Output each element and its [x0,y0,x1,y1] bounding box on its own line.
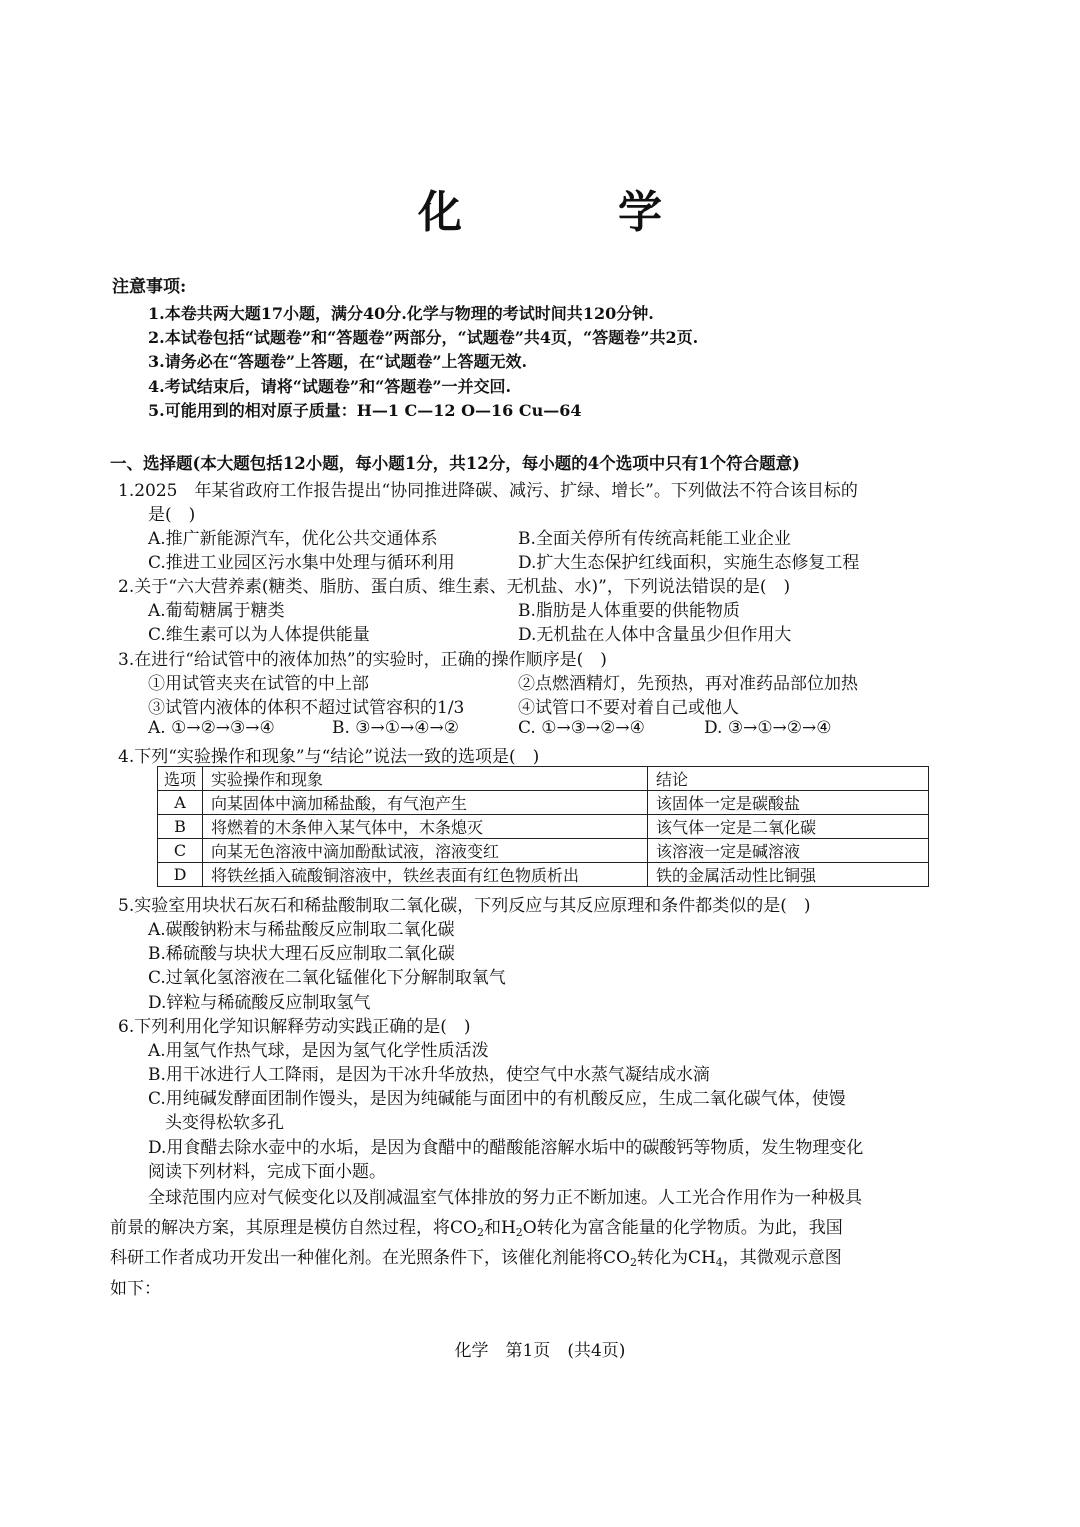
option-a: A.葡萄糖属于糖类 [148,601,285,621]
table-header-row [158,767,929,791]
notice-item: 2.本试卷包括“试题卷”和“答题卷”两部分，“试题卷”共4页，“答题卷”共2页. [148,328,699,347]
table-cell: B [158,815,203,839]
table-row [158,815,929,839]
option-b: B.稀硫酸与块状大理石反应制取二氧化碳 [148,944,455,964]
table-row [158,839,929,863]
table-cell: 该固体一定是碳酸盐 [648,791,929,815]
page-title: 化 学 [418,187,718,238]
table-header: 实验操作和现象 [203,767,648,791]
table-cell: D [158,863,203,887]
table-cell: 该气体一定是二氧化碳 [648,815,929,839]
option-a: A. ①→②→③→④ [148,718,275,738]
reading-intro: 阅读下列材料，完成下面小题。 [148,1162,386,1182]
section-heading: 一、选择题(本大题包括12小题，每小题1分，共12分，每小题的4个选项中只有1个符合题意) [110,454,800,473]
option-b: B. ③→①→④→② [332,718,459,738]
table-cell: 将燃着的木条伸入某气体中，木条熄灭 [203,815,648,839]
option-d: D. ③→①→②→④ [704,718,832,738]
page-footer: 化学 第1页 (共4页) [454,1341,626,1361]
option-c: C.维生素可以为人体提供能量 [148,625,370,645]
option-b: B.全面关停所有传统高耗能工业企业 [518,529,791,549]
question-stem: 5.实验室用块状石灰石和稀盐酸制取二氧化碳，下列反应与其反应原理和条件都类似的是( ) [118,896,811,916]
reading-paragraph: 前景的解决方案，其原理是模仿自然过程，将$CO_2$和$H_2O$转化为富含能量的化学物质。为此，我国 [110,1218,843,1239]
table-cell: C [158,839,203,863]
table-row [158,791,929,815]
option-a: A.推广新能源汽车，优化公共交通体系 [148,529,438,549]
results-table [157,766,929,887]
option-c: C.过氧化氢溶液在二氧化锰催化下分解制取氧气 [148,968,506,988]
option-a: A.用氢气作热气球，是因为氢气化学性质活泼 [148,1041,489,1061]
table-cell: 将铁丝插入硫酸铜溶液中，铁丝表面有红色物质析出 [203,863,648,887]
option-d: D.无机盐在人体中含量虽少但作用大 [518,625,792,645]
question-stem: 4.下列“实验操作和现象”与“结论”说法一致的选项是( ) [118,747,540,767]
option-c: C. ①→③→②→④ [518,718,645,738]
reading-paragraph: 全球范围内应对气候变化以及削减温室气体排放的努力正不断加速。人工光合作用作为一种极具 [148,1188,862,1208]
notice-item: 4.考试结束后，请将“试题卷”和“答题卷”一并交回. [148,377,512,396]
option-c-continued: 头变得松软多孔 [165,1113,284,1133]
option-d: D.扩大生态保护红线面积，实施生态修复工程 [518,553,860,573]
table-header: 结论 [648,767,929,791]
question-stem: 2.关于“六大营养素(糖类、脂肪、蛋白质、维生素、无机盐、水)”，下列说法错误的是( ) [118,577,791,597]
notice-item: 3.请务必在“答题卷”上答题，在“试题卷”上答题无效. [148,352,528,371]
notice-heading: 注意事项: [112,277,187,297]
table-cell: 铁的金属活动性比铜强 [648,863,929,887]
option-b: B.用干冰进行人工降雨，是因为干冰升华放热，使空气中水蒸气凝结成水滴 [148,1065,710,1085]
reading-paragraph: 科研工作者成功开发出一种催化剂。在光照条件下，该催化剂能将$CO_2$转化为$CH_4$，其微观示意图 [110,1248,842,1269]
step-3: ③试管内液体的体积不超过试管容积的1/3 [148,698,465,718]
step-1: ①用试管夹夹在试管的中上部 [148,674,369,694]
notice-item: 5.可能用到的相对原子质量：H—1 C—12 O—16 Cu—64 [148,401,582,420]
question-stem: 6.下列利用化学知识解释劳动实践正确的是( ) [118,1017,471,1037]
option-a: A.碳酸钠粉末与稀盐酸反应制取二氧化碳 [148,920,455,940]
table-cell: 向某固体中滴加稀盐酸，有气泡产生 [203,791,648,815]
table-cell: 向某无色溶液中滴加酚酞试液，溶液变红 [203,839,648,863]
table-cell: A [158,791,203,815]
question-stem: 3.在进行“给试管中的液体加热”的实验时，正确的操作顺序是( ) [118,650,607,670]
table-cell: 该溶液一定是碱溶液 [648,839,929,863]
notice-item: 1.本卷共两大题17小题，满分40分.化学与物理的考试时间共120分钟. [148,304,654,323]
option-b: B.脂肪是人体重要的供能物质 [518,601,740,621]
reading-paragraph: 如下： [110,1279,161,1299]
step-2: ②点燃酒精灯，先预热，再对准药品部位加热 [518,674,858,694]
option-c: C.用纯碱发酵面团制作馒头，是因为纯碱能与面团中的有机酸反应，生成二氧化碳气体，使馒 [148,1089,846,1109]
table-row [158,863,929,887]
question-stem: 1.2025 年某省政府工作报告提出“协同推进降碳、减污、扩绿、增长”。下列做法不符合该目标的 [118,481,858,501]
option-d: D.锌粒与稀硫酸反应制取氢气 [148,993,371,1013]
option-c: C.推进工业园区污水集中处理与循环利用 [148,553,455,573]
question-stem: 是( ) [148,505,196,525]
table-header: 选项 [158,767,203,791]
step-4: ④试管口不要对着自己或他人 [518,698,739,718]
option-d: D.用食醋去除水壶中的水垢，是因为食醋中的醋酸能溶解水垢中的碳酸钙等物质，发生物理变化 [148,1138,864,1158]
